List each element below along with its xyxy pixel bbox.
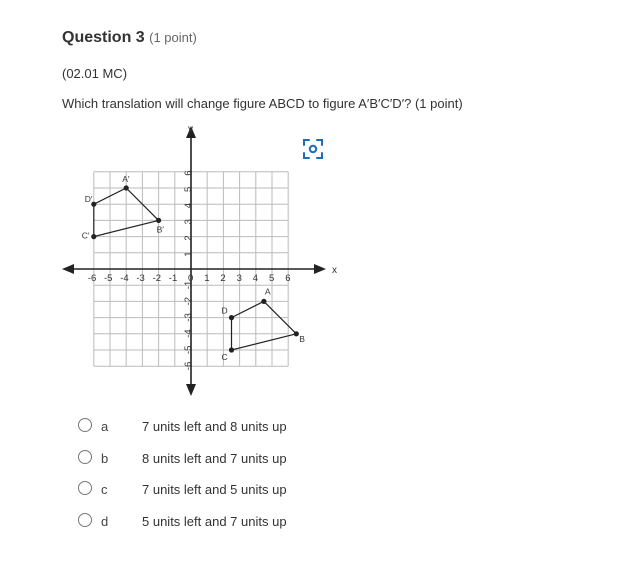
focus-button[interactable] — [300, 136, 326, 162]
y-tick-label: 2 — [183, 235, 194, 241]
x-tick-label: 0 — [188, 273, 194, 284]
x-tick-label: -2 — [152, 273, 162, 284]
question-code: (02.01 MC) — [62, 66, 128, 81]
vertex-point — [124, 185, 129, 190]
option-text: 8 units left and 7 units up — [142, 451, 287, 466]
question-number: Question 3 — [62, 29, 145, 46]
y-tick-label: 4 — [183, 202, 194, 209]
option-text: 7 units left and 8 units up — [142, 419, 287, 434]
x-axis-label: x — [332, 265, 337, 276]
question-text: Which translation will change figure ABCD to figure A′B′C′D′? (1 point) — [62, 96, 463, 111]
option-letter: c — [101, 482, 108, 497]
vertex-label: A′ — [122, 174, 130, 184]
x-tick-label: 3 — [236, 273, 242, 284]
x-axis-arrow-left — [62, 264, 74, 274]
vertex-label: A — [264, 286, 271, 297]
vertex-point — [156, 218, 161, 223]
y-tick-label: 5 — [183, 186, 194, 192]
question-points: (1 point) — [149, 30, 197, 45]
x-tick-label: 2 — [220, 273, 226, 284]
x-tick-label: -1 — [168, 273, 178, 284]
option-a[interactable] — [78, 416, 338, 436]
vertex-point — [294, 331, 299, 336]
option-letter: a — [101, 419, 109, 434]
radio-button[interactable] — [78, 450, 92, 464]
y-tick-label: -3 — [183, 313, 194, 322]
figure-abcd — [232, 301, 297, 350]
vertex-point — [229, 347, 234, 352]
vertex-label: D — [221, 305, 228, 316]
y-tick-label: -1 — [183, 280, 194, 290]
y-axis-arrow-down — [186, 384, 196, 396]
vertex-point — [229, 315, 234, 320]
y-tick-label: 6 — [183, 170, 194, 176]
option-d[interactable] — [78, 511, 338, 531]
y-tick-label: 1 — [183, 251, 194, 257]
x-tick-label: 6 — [285, 273, 291, 284]
radio-button[interactable] — [78, 513, 92, 527]
vertex-label: C′ — [81, 230, 90, 241]
vertex-point — [261, 299, 266, 304]
tick-labels — [88, 171, 291, 371]
y-tick-label: -6 — [183, 361, 194, 371]
y-tick-label: 3 — [183, 219, 194, 225]
coordinate-graph — [58, 120, 343, 405]
x-tick-label: 1 — [204, 273, 210, 284]
option-b[interactable] — [78, 448, 338, 468]
option-letter: d — [101, 514, 109, 529]
option-letter: b — [101, 451, 109, 466]
y-tick-label: -5 — [183, 345, 194, 354]
y-tick-label: -4 — [183, 329, 194, 338]
x-tick-label: 5 — [269, 273, 275, 284]
x-tick-label: -6 — [87, 273, 97, 284]
x-tick-label: -5 — [104, 273, 113, 284]
focus-icon — [300, 136, 326, 162]
vertex-label: B′ — [156, 224, 164, 235]
radio-button[interactable] — [78, 418, 92, 432]
option-text: 7 units left and 5 units up — [142, 482, 287, 497]
x-tick-label: -3 — [136, 273, 145, 284]
vertex-label: D′ — [84, 194, 93, 205]
x-tick-label: 4 — [252, 273, 259, 284]
vertex-label: B — [299, 333, 305, 344]
vertex-label: C — [221, 352, 228, 362]
option-c[interactable] — [78, 479, 338, 499]
x-tick-label: -4 — [120, 273, 129, 284]
axes — [62, 124, 337, 396]
y-axis-label: y — [188, 124, 193, 135]
y-tick-label: -2 — [183, 296, 194, 306]
radio-button[interactable] — [78, 481, 92, 495]
vertex-point — [91, 234, 96, 239]
question-title — [62, 29, 197, 47]
option-text: 5 units left and 7 units up — [142, 514, 287, 529]
x-axis-arrow-right — [314, 264, 326, 274]
